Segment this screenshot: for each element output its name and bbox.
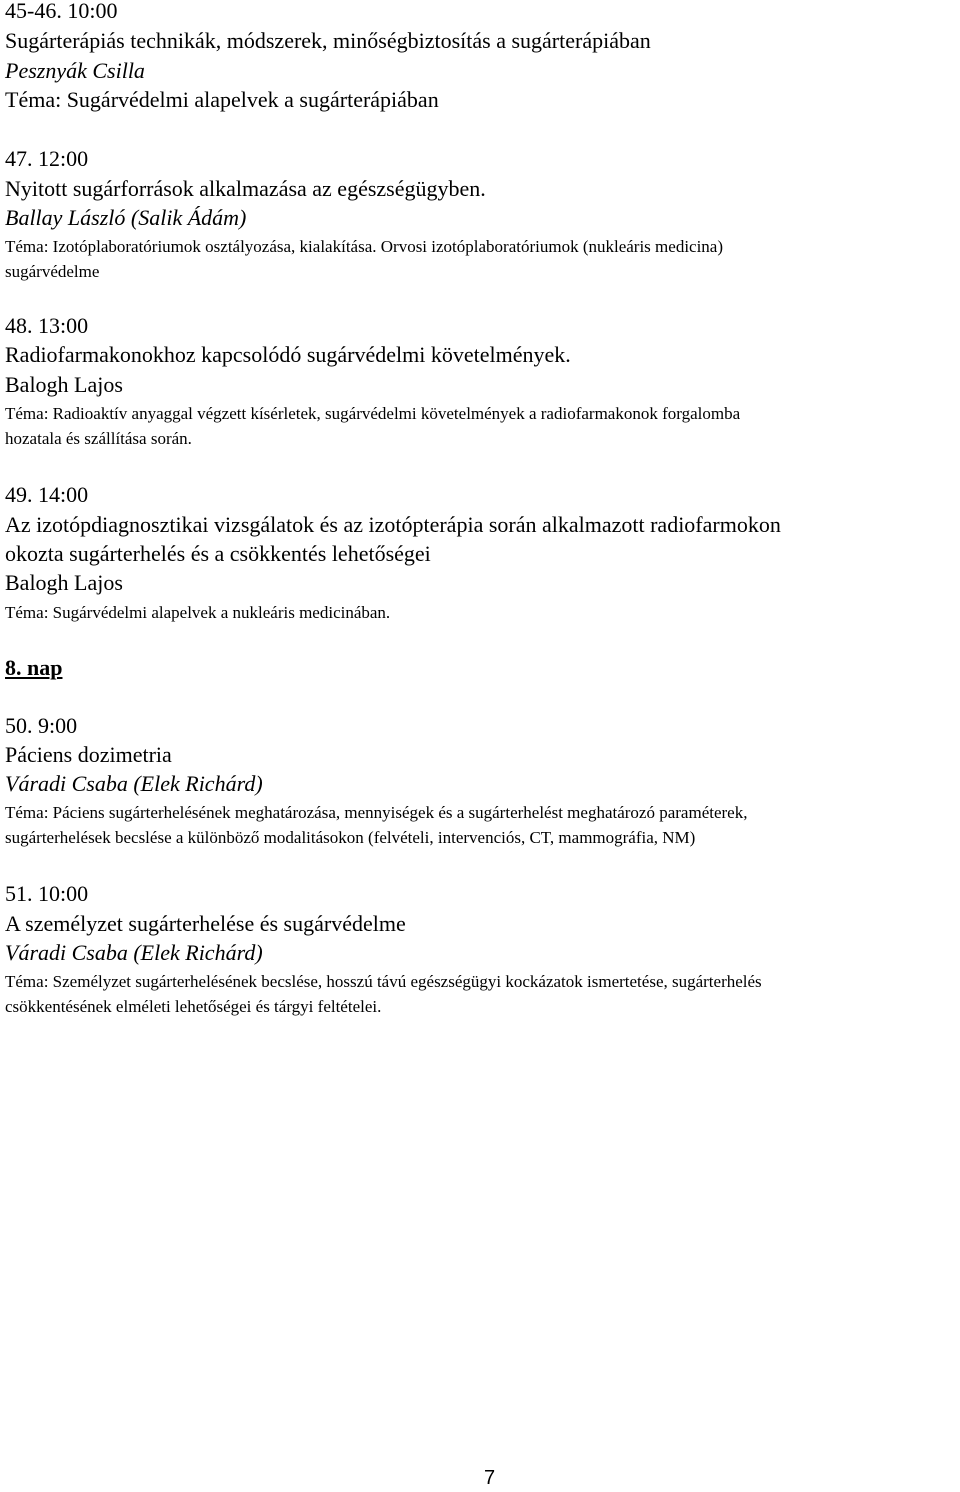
session-title: Nyitott sugárforrások alkalmazása az egészségügyben.	[5, 176, 486, 201]
session-time: 50. 9:00	[5, 713, 78, 738]
session-time: 51. 10:00	[5, 881, 89, 906]
session-topic: Téma: Sugárvédelmi alapelvek a nukleáris medicinában.	[5, 603, 391, 622]
session-speaker: Balogh Lajos	[5, 372, 123, 397]
day-heading: 8. nap	[5, 655, 63, 680]
session-title: Az izotópdiagnosztikai vizsgálatok és az izotópterápia során alkalmazott radiofarmokon	[5, 512, 781, 537]
session-topic: Téma: Sugárvédelmi alapelvek a sugárterápiában	[5, 87, 439, 112]
session-title: Páciens dozimetria	[5, 742, 172, 767]
session-time: 47. 12:00	[5, 146, 89, 171]
session-speaker: Ballay László (Salik Ádám)	[5, 205, 247, 230]
session-speaker: Váradi Csaba (Elek Richárd)	[5, 771, 263, 796]
session-topic: Téma: Radioaktív anyaggal végzett kísérletek, sugárvédelmi követelmények a radiofarmakonok forgalomba	[5, 404, 741, 423]
session-time: 48. 13:00	[5, 313, 89, 338]
session-topic: Téma: Személyzet sugárterhelésének becslése, hosszú távú egészségügyi kockázatok ismertetése, sugárterhelés	[5, 972, 762, 991]
session-topic: hozatala és szállítása során.	[5, 429, 192, 448]
session-title: Sugárterápiás technikák, módszerek, minőségbiztosítás a sugárterápiában	[5, 28, 651, 53]
session-topic: sugárvédelme	[5, 262, 100, 281]
session-topic: sugárterhelések becslése a különböző modalitásokon (felvételi, intervenciós, CT, mammográfia, NM)	[5, 828, 696, 847]
session-speaker: Váradi Csaba (Elek Richárd)	[5, 940, 263, 965]
session-title: Radiofarmakonokhoz kapcsolódó sugárvédelmi követelmények.	[5, 342, 571, 367]
page-number: 7	[484, 1467, 496, 1489]
session-title: okozta sugárterhelés és a csökkentés lehetőségei	[5, 541, 431, 566]
session-time: 49. 14:00	[5, 482, 89, 507]
session-topic: Téma: Izotóplaboratóriumok osztályozása, kialakítása. Orvosi izotóplaboratóriumok (nukleáris medicina)	[5, 237, 724, 256]
session-time: 45-46. 10:00	[5, 0, 118, 23]
session-topic: csökkentésének elméleti lehetőségei és tárgyi feltételei.	[5, 997, 382, 1016]
session-topic: Téma: Páciens sugárterhelésének meghatározása, mennyiségek és a sugárterhelést meghatározó paraméterek,	[5, 803, 748, 822]
session-title: A személyzet sugárterhelése és sugárvédelme	[5, 911, 406, 936]
session-speaker: Pesznyák Csilla	[5, 58, 145, 83]
session-speaker: Balogh Lajos	[5, 570, 123, 595]
